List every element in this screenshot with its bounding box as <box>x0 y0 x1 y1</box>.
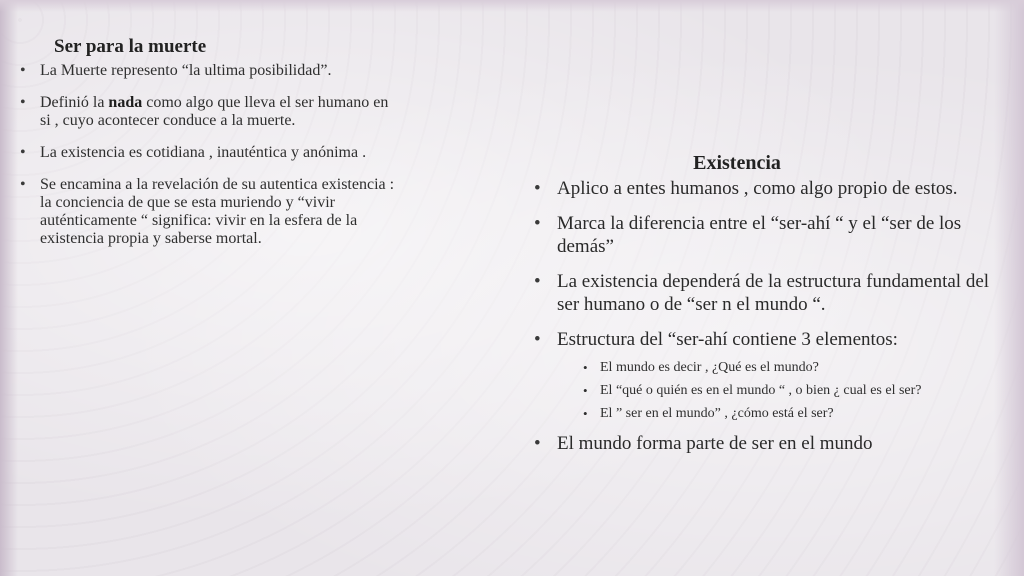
left-bullet-list <box>20 62 400 248</box>
left-column <box>20 36 400 262</box>
right-bullet-1: • Aplico a entes humanos , como algo propio de estos. <box>530 177 1010 200</box>
left-bullet-2-post: como algo que lleva el ser humano en si , cuyo acontecer conduce a la muerte. <box>40 94 389 129</box>
left-bullet-2 <box>20 94 400 130</box>
top-edge-shade <box>0 0 1024 12</box>
right-sub-bullet-3: • El ” ser en el mundo” , ¿cómo está el ser? <box>530 405 1010 422</box>
left-bullet-1: • La Muerte represento “la ultima posibilidad”. <box>20 62 400 80</box>
left-bullet-2-bold: nada <box>108 94 143 111</box>
left-title: Ser para la muerte <box>54 36 207 57</box>
left-edge-shade <box>0 0 18 576</box>
right-sub-bullet-2: • El “qué o quién es en el mundo “ , o bien ¿ cual es el ser? <box>530 382 1010 399</box>
right-bullet-4: • Estructura del “ser-ahí contiene 3 elementos: <box>530 328 1010 351</box>
right-title: Existencia <box>693 152 781 174</box>
left-bullet-2-pre: Definió la <box>40 94 109 111</box>
left-bullet-3: • La existencia es cotidiana , inauténtica y anónima . <box>20 144 400 162</box>
right-bullet-3: • La existencia dependerá de la estructura fundamental del ser humano o de “ser n el mundo “. <box>530 270 1010 316</box>
right-sub-bullet-1: • El mundo es decir , ¿Qué es el mundo? <box>530 359 1010 376</box>
right-bullet-2: • Marca la diferencia entre el “ser-ahí “ y el “ser de los demás” <box>530 212 1010 258</box>
right-column <box>530 152 1010 467</box>
left-bullet-4: • Se encamina a la revelación de su autentica existencia : la conciencia de que se esta muriendo y “vivir auténticamente “ significa: vivir en la esfera de la existencia propia y saberse mortal. <box>20 176 400 248</box>
right-bullet-5: • El mundo forma parte de ser en el mundo <box>530 432 1010 455</box>
right-bullet-list <box>530 177 1010 455</box>
